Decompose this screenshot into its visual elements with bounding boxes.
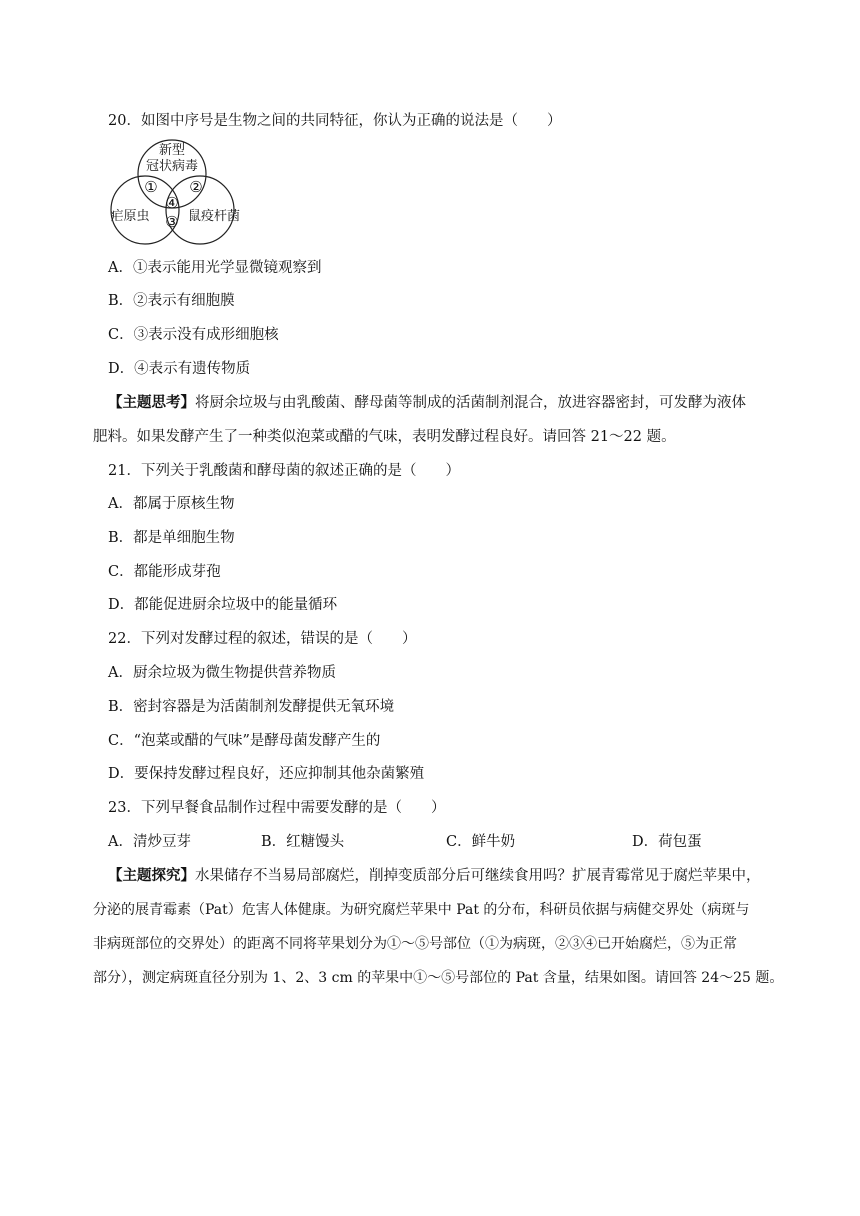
theme1-line1: [108, 393, 746, 413]
q22-option-a: A．厨余垃圾为微生物提供营养物质: [108, 665, 336, 681]
venn-region-1: ①: [144, 178, 158, 196]
theme2-tag: 【主题探究】: [108, 867, 195, 884]
theme1-text-line1: 将厨余垃圾与由乳酸菌、酵母菌等制成的活菌制剂混合，放进容器密封，可发酵为液体: [195, 395, 746, 411]
q20-option-b: B．②表示有细胞膜: [108, 293, 235, 309]
q23-stem: 23．下列早餐食品制作过程中需要发酵的是（ ）: [108, 800, 446, 816]
theme2-line2: 分泌的展青霉素（Pat）危害人体健康。为研究腐烂苹果中 Pat 的分布，科研员依据与病健交界处（病斑与: [93, 902, 750, 918]
theme1-line2: 肥料。如果发酵产生了一种类似泡菜或醋的气味，表明发酵过程良好。请回答 21～22 题。: [93, 429, 676, 445]
theme2-line4: 部分），测定病斑直径分别为 1、2、3 cm 的苹果中①～⑤号部位的 Pat 含量，结果如图。请回答 24～25 题。: [93, 970, 784, 986]
venn-region-2: ②: [189, 178, 203, 196]
theme2-text-line1: 水果储存不当易局部腐烂，削掉变质部分后可继续食用吗？扩展青霉常见于腐烂苹果中，: [195, 868, 761, 884]
venn-label-virus-line2: 冠状病毒: [145, 159, 199, 174]
q21-option-c: C．都能形成芽孢: [108, 564, 221, 580]
q23-option-c: C．鲜牛奶: [446, 834, 516, 850]
q22-option-b: B．密封容器是为活菌制剂发酵提供无氧环境: [108, 699, 395, 715]
venn-label-bacterium: 鼠疫杆菌: [187, 209, 240, 224]
q21-stem: 21．下列关于乳酸菌和酵母菌的叙述正确的是（ ）: [108, 463, 460, 479]
theme2-line3: 非病斑部位的交界处）的距离不同将苹果划分为①～⑤号部位（①为病斑，②③④已开始腐烂，⑤为正常: [93, 936, 737, 952]
q23-option-a: A．清炒豆芽: [108, 834, 191, 850]
q22-option-d: D．要保持发酵过程良好，还应抑制其他杂菌繁殖: [108, 766, 425, 782]
q21-option-a: A．都属于原核生物: [108, 496, 235, 512]
venn-region-4: ④: [165, 194, 179, 212]
q20-option-a: A．①表示能用光学显微镜观察到: [108, 260, 322, 276]
venn-label-plasmodium: 疟原虫: [110, 209, 150, 224]
q23-option-b: B．红糖馒头: [261, 834, 345, 850]
q22-option-c: C．“泡菜或醋的气味”是酵母菌发酵产生的: [108, 733, 381, 749]
q23-option-d: D．荷包蛋: [632, 834, 702, 850]
venn-diagram: [108, 138, 240, 250]
q20-option-c: C．③表示没有成形细胞核: [108, 327, 279, 343]
venn-region-3: ③: [165, 213, 179, 231]
q21-option-d: D．都能促进厨余垃圾中的能量循环: [108, 597, 338, 613]
q21-option-b: B．都是单细胞生物: [108, 530, 235, 546]
q20-option-d: D．④表示有遗传物质: [108, 361, 251, 377]
venn-label-virus-line1: 新型: [158, 143, 186, 158]
theme2-line1: [108, 866, 761, 886]
theme1-tag: 【主题思考】: [108, 394, 195, 411]
q20-stem: 20．如图中序号是生物之间的共同特征，你认为正确的说法是（ ）: [108, 113, 562, 129]
q22-stem: 22．下列对发酵过程的叙述，错误的是（ ）: [108, 631, 417, 647]
